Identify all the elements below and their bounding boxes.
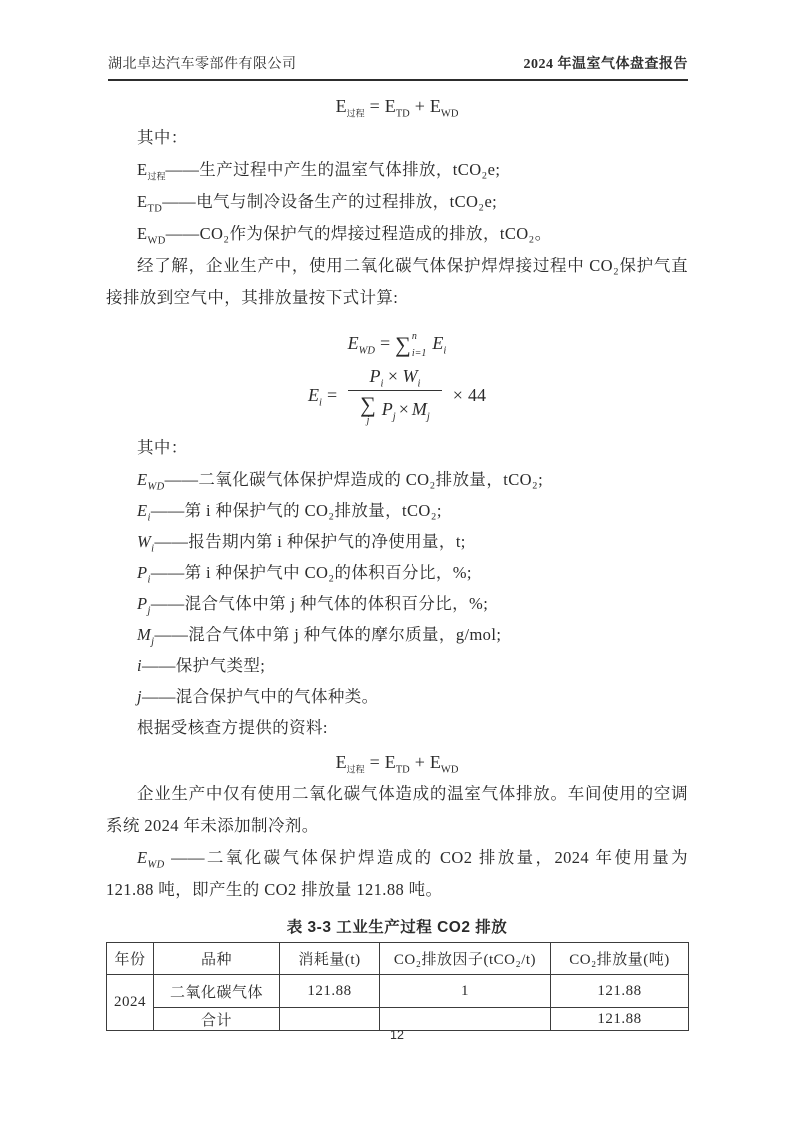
math-symbol: $E_{过程}$ [137,160,166,182]
times-sign: × [452,384,463,405]
header-company-name: 湖北卓达汽车零部件有限公司 [108,57,297,72]
formula-ei-fraction [106,364,688,426]
math-symbol: $E_{TD}$ [137,192,163,215]
math-symbol: $E_{WD}$ [137,848,165,871]
definition-text: ——混合气体中第 j 种气体的摩尔质量，g/mol; [154,625,502,644]
math-term: $E_{TD}$ [384,96,410,120]
header-cell-factor: CO₂排放因子(tCO₂/t) [380,943,551,975]
math-symbol: $E_{WD}$ [137,224,166,247]
math-symbol: $W_i$ [137,532,155,555]
sigma-symbol: ∑ j [360,391,376,426]
fraction-denominator: ∑ j $P_j$ × $M_j$ [348,390,442,425]
definition-text: ——保护气类型; [141,656,266,675]
cell-consumption: 121.88 [280,975,380,1008]
fraction [348,366,442,425]
table-header-row [107,943,689,975]
definition-text: ——电气与制冷设备生产的过程排放，tCO₂e; [162,192,498,211]
page-content [106,88,688,1031]
definition-ewd-2 [106,464,688,495]
equals-sign: = [380,333,391,353]
math-symbol: $E_{WD}$ [347,333,376,357]
emissions-table [106,942,689,1031]
header-cell-year: 年份 [107,943,154,975]
paragraph-text: ——二氧化碳气体保护焊造成的 CO2 排放量，2024 年使用量为 121.88 吨，即产生的 CO2 排放量 121.88 吨。 [106,848,688,899]
formula-ewd-sum [106,326,688,360]
definition-text: ——CO₂作为保护气的焊接过程造成的排放，tCO₂。 [165,224,552,243]
fraction-numerator: $P_i \times W_i$ [369,365,421,390]
plus-sign: + [414,752,425,772]
formula-e-process-top [106,90,688,122]
sum-limits: n i=1 [411,330,427,359]
math-term: $E_{WD}$ [429,752,459,776]
definition-text: ——第 i 种保护气中 CO₂的体积百分比，%; [150,563,472,582]
math-symbol: $E_i$ [432,333,447,357]
definition-text: ——混合气体中第 j 种气体的体积百分比，%; [150,594,489,613]
math-symbol: $E_i$ [308,384,322,409]
equals-sign: = [369,96,380,116]
math-symbol: $P_i$ [137,563,151,586]
math-symbol: $E_{WD}$ [137,470,165,493]
math-symbol: j [137,687,142,706]
cell-factor: 1 [380,975,551,1008]
where-label-2: 其中： [137,438,188,457]
sigma-symbol: ∑ [395,331,411,357]
page-number: 12 [390,1028,404,1042]
definition-e-wd [106,218,688,250]
definition-text: ——第 i 种保护气的 CO₂排放量，tCO₂; [150,501,442,520]
math-symbol: $P_j$ [137,594,151,617]
definition-text: ——二氧化碳气体保护焊造成的 CO₂排放量，tCO₂; [164,470,544,489]
cell-total-label: 合计 [154,1008,280,1031]
header-cell-consumption: 消耗量(t) [280,943,380,975]
definition-i [106,650,688,681]
equals-sign: = [326,384,338,405]
page-header [108,53,688,81]
header-cell-type: 品种 [154,943,280,975]
math-symbol: $M_j$ [137,625,155,648]
cell-year: 2024 [107,975,154,1031]
formula-e-process-bottom [106,746,688,778]
paragraph-welding-intro: 经了解，企业生产中，使用二氧化碳气体保护焊焊接过程中 CO₂保护气直接排放到空气中，其排放量按下式计算: [106,256,688,307]
math-term: $E_{TD}$ [384,752,410,776]
table-row [107,975,689,1008]
table-title: 表 3-3 工业生产过程 CO2 排放 [286,919,508,936]
definition-ei [106,495,688,526]
paragraph-co2-only: 企业生产中仅有使用二氧化碳气体造成的温室气体排放。车间使用的空调系统 2024 年未添加制冷剂。 [106,784,688,835]
where-label-1: 其中： [137,128,188,147]
math-term: $E_{WD}$ [429,96,459,120]
definition-mj [106,619,688,650]
definition-text: ——报告期内第 i 种保护气的净使用量，t; [154,532,466,551]
paragraph-data-source: 根据受核查方提供的资料: [137,718,328,737]
definition-e-td [106,186,688,218]
header-report-title: 2024 年温室气体盘查报告 [523,57,688,72]
math-term: $E_{过程}$ [335,96,365,119]
math-symbol: i [137,656,142,675]
paragraph-ewd-amount [106,842,688,906]
math-symbol: $E_i$ [137,501,151,524]
header-cell-emission: CO₂排放量(吨) [551,943,689,975]
definition-pj [106,588,688,619]
definition-pi [106,557,688,588]
plus-sign: + [414,96,425,116]
definition-wi [106,526,688,557]
definition-text: ——混合保护气中的气体种类。 [141,687,379,706]
cell-emission: 121.88 [551,975,689,1008]
cell-gas-type: 二氧化碳气体 [154,975,280,1008]
definition-j [106,681,688,712]
math-term: $E_{过程}$ [335,752,365,775]
cell-total-emission: 121.88 [551,1008,689,1031]
equals-sign: = [369,752,380,772]
definition-text: ——生产过程中产生的温室气体排放，tCO₂e; [165,160,501,179]
constant-44: 44 [467,384,486,405]
definition-e-process [106,154,688,186]
